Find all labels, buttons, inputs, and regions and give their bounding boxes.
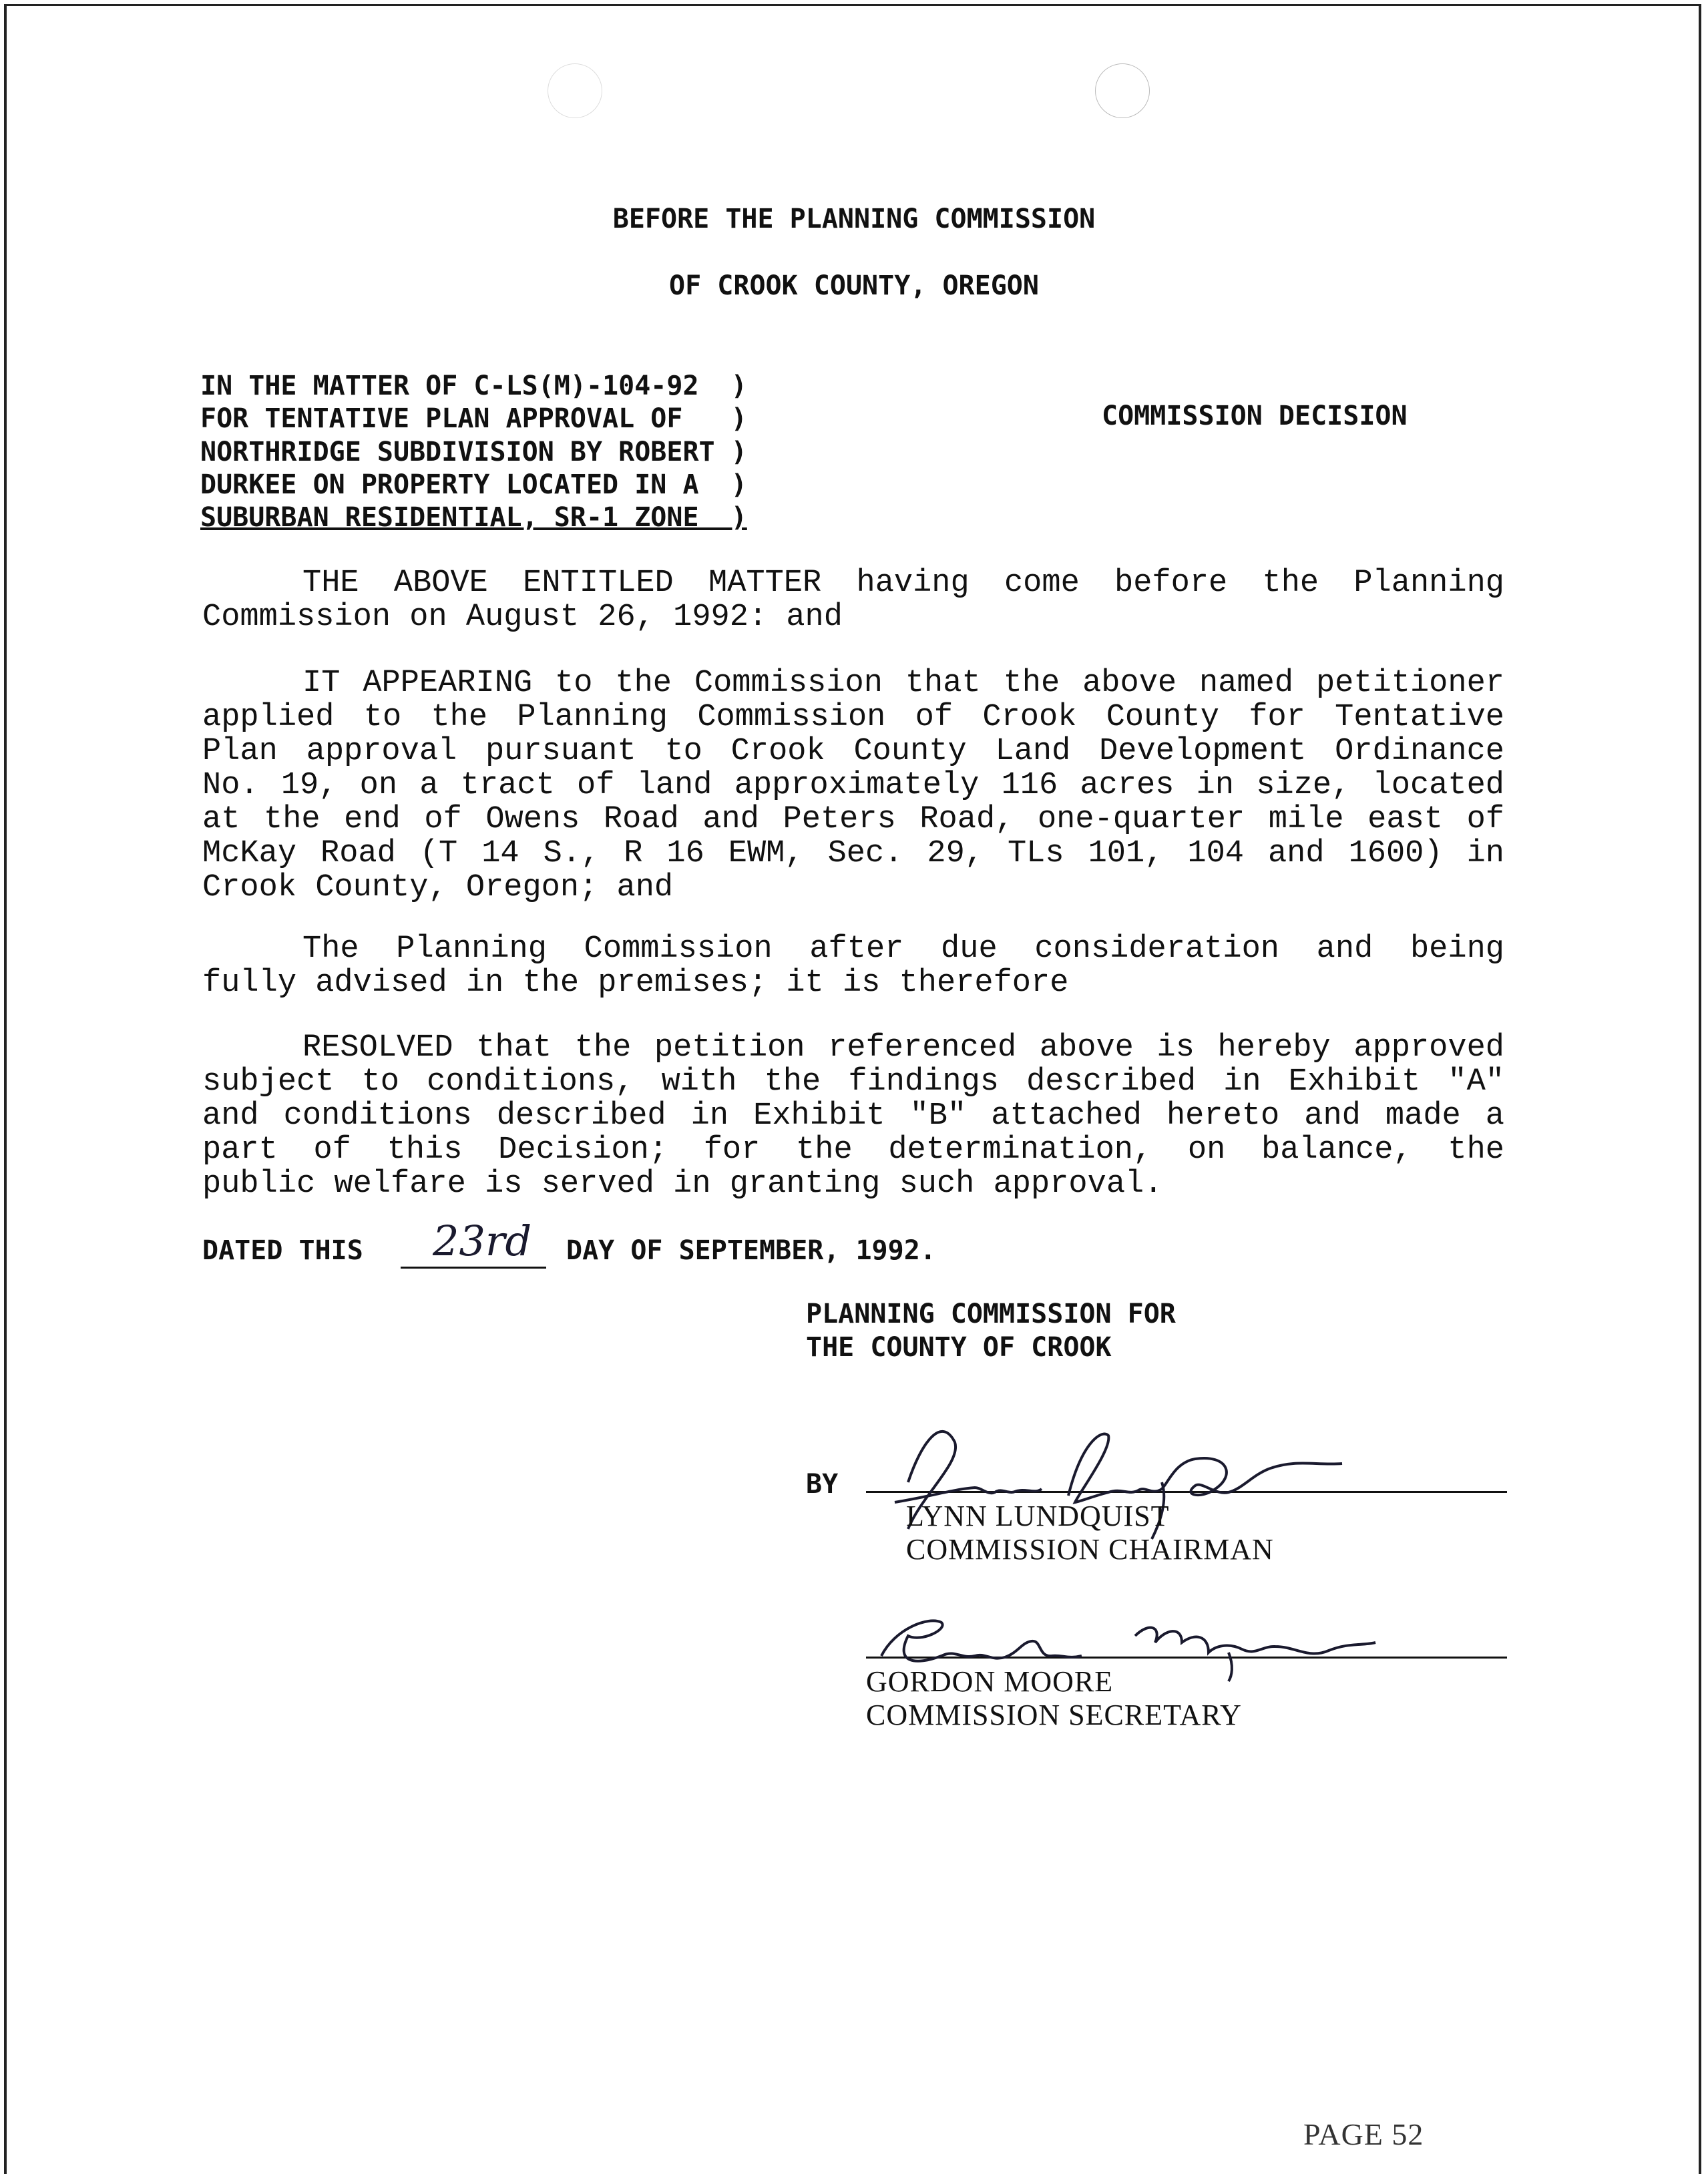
paragraph-1-line: Commission on August 26, 1992: and — [202, 600, 843, 635]
paragraph-2 — [202, 666, 1504, 905]
paragraph-1-line: THE ABOVE ENTITLED MATTER having come before the Planning — [302, 566, 1504, 601]
decision-title: COMMISSION DECISION — [1102, 401, 1408, 431]
paragraph-2-line: applied to the Planning Commission of Crook County for Tentative — [202, 700, 1504, 735]
by-label: BY — [806, 1469, 839, 1500]
chair-name: LYNN LUNDQUIST — [906, 1500, 1170, 1532]
header-line-2: OF CROOK COUNTY, OREGON — [669, 270, 1039, 301]
secretary-name: GORDON MOORE — [866, 1665, 1114, 1698]
paragraph-4-line: subject to conditions, with the findings described in Exhibit "A" — [202, 1064, 1504, 1100]
paragraph-4-line: part of this Decision; for the determination, on balance, the — [202, 1132, 1504, 1168]
header-line-1: BEFORE THE PLANNING COMMISSION — [612, 204, 1096, 234]
commission-line-1: PLANNING COMMISSION FOR — [806, 1299, 1176, 1329]
chair-title: COMMISSION CHAIRMAN — [906, 1533, 1274, 1566]
paragraph-2-line: McKay Road (T 14 S., R 16 EWM, Sec. 29, TLs 101, 104 and 1600) in — [202, 836, 1504, 871]
page-number: PAGE 52 — [1303, 2117, 1424, 2151]
caption-line-5: SUBURBAN RESIDENTIAL, SR-1 ZONE ) — [200, 502, 747, 533]
dated-suffix: DAY OF SEPTEMBER, 1992. — [566, 1235, 936, 1266]
paragraph-4-line: RESOLVED that the petition referenced above is hereby approved — [302, 1030, 1504, 1066]
paragraph-3-line: fully advised in the premises; it is therefore — [202, 965, 1069, 1001]
paragraph-4 — [202, 1031, 1504, 1201]
caption-line-4: DURKEE ON PROPERTY LOCATED IN A ) — [200, 469, 747, 500]
caption-line-3: NORTHRIDGE SUBDIVISION BY ROBERT ) — [200, 437, 747, 467]
paragraph-2-line: No. 19, on a tract of land approximately 116 acres in size, located — [202, 768, 1504, 803]
secretary-signature-text: Gordon Moore — [875, 1629, 879, 1630]
commission-line-2: THE COUNTY OF CROOK — [806, 1332, 1112, 1363]
caption-line-1: IN THE MATTER OF C-LS(M)-104-92 ) — [200, 371, 747, 401]
punch-hole-left — [548, 63, 602, 118]
punch-hole-right — [1095, 63, 1150, 118]
handwritten-day-text: 23rd — [433, 1217, 532, 1265]
secretary-title: COMMISSION SECRETARY — [866, 1699, 1242, 1731]
paragraph-2-line: at the end of Owens Road and Peters Road, one-quarter mile east of — [202, 802, 1504, 837]
paragraph-3 — [202, 932, 1504, 1000]
paragraph-2-line: Crook County, Oregon; and — [202, 870, 674, 905]
paragraph-3-line: The Planning Commission after due consideration and being — [302, 931, 1504, 967]
paragraph-2-line: IT APPEARING to the Commission that the above named petitioner — [302, 666, 1504, 701]
paragraph-4-line: and conditions described in Exhibit "B" attached hereto and made a — [202, 1098, 1504, 1134]
paragraph-2-line: Plan approval pursuant to Crook County Land Development Ordinance — [202, 734, 1504, 769]
paragraph-4-line: public welfare is served in granting such approval. — [202, 1166, 1163, 1202]
paragraph-1 — [202, 566, 1504, 634]
chair-signature-text: Lynn Lundquist — [888, 1429, 893, 1430]
dated-prefix: DATED THIS — [202, 1235, 363, 1266]
handwritten-day — [427, 1214, 554, 1267]
caption-line-2: FOR TENTATIVE PLAN APPROVAL OF ) — [200, 403, 747, 434]
